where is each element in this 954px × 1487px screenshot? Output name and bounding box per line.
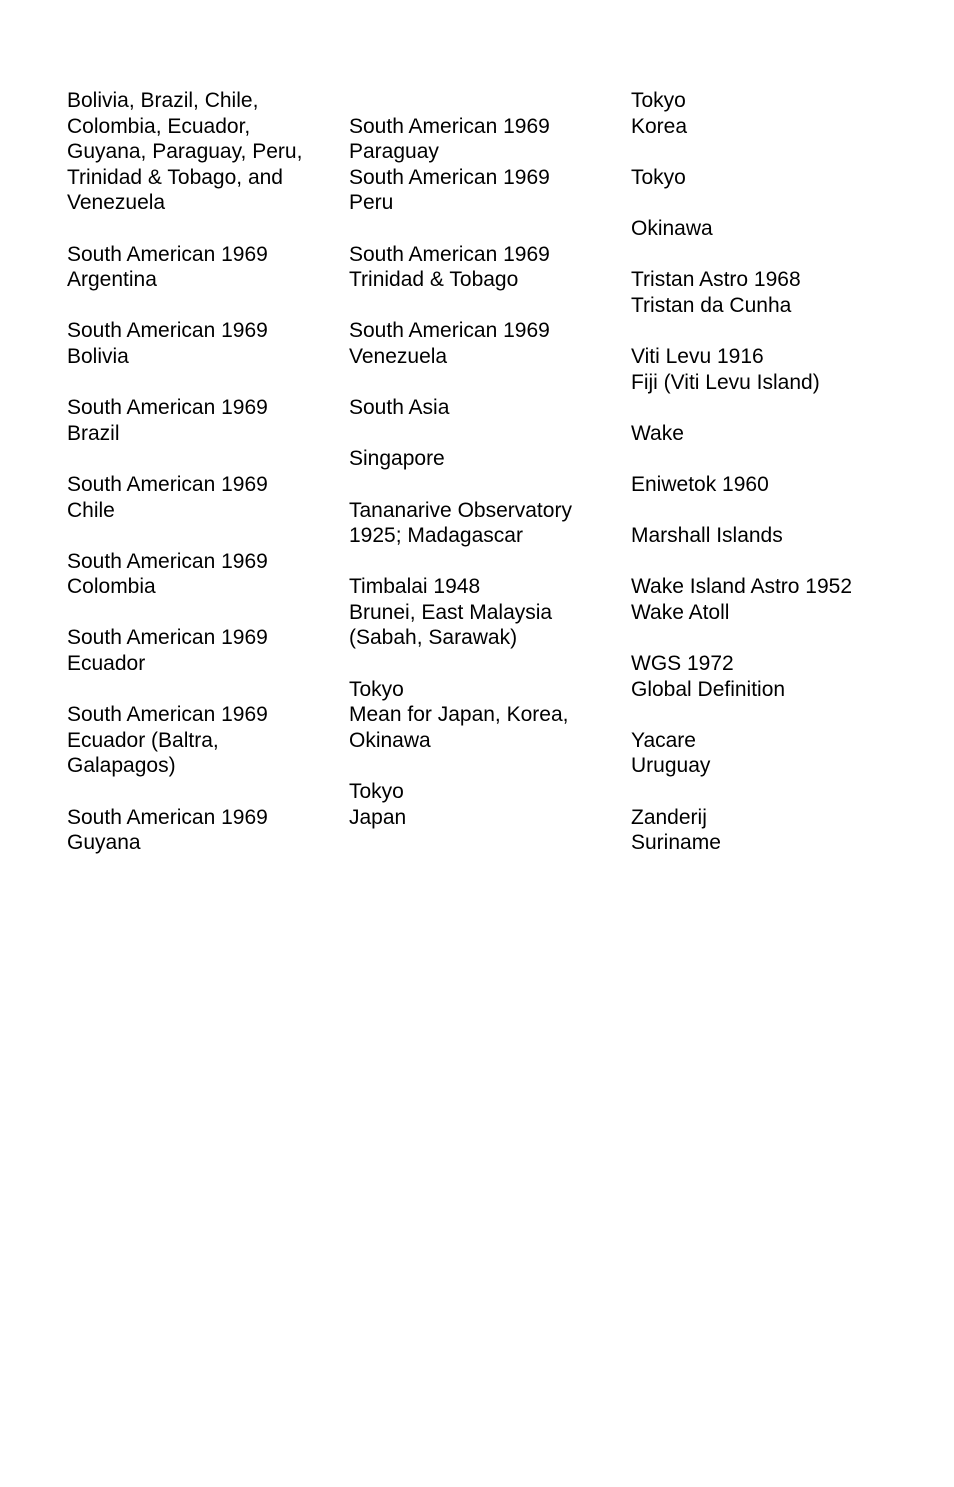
blank-line xyxy=(631,625,931,651)
text-line: South American 1969 xyxy=(349,165,550,189)
blank-line xyxy=(349,421,619,447)
text-line: Bolivia, Brazil, Chile, xyxy=(67,89,259,112)
blank-line xyxy=(67,523,337,549)
blank-line xyxy=(67,677,337,703)
text-line: Timbalai 1948 xyxy=(349,575,481,599)
text-line: Okinawa xyxy=(631,216,713,240)
text-line: Brazil xyxy=(67,421,120,445)
text-line: Guyana xyxy=(67,831,141,855)
text-line: Zanderij xyxy=(631,805,707,829)
text-line: Global Definition xyxy=(631,677,786,701)
blank-line xyxy=(67,370,337,396)
text-line: Tokyo xyxy=(349,780,404,804)
text-line: Trinidad & Tobago xyxy=(349,268,519,292)
text-line: Viti Levu 1916 xyxy=(631,344,764,368)
text-line: Colombia, Ecuador, xyxy=(67,114,251,138)
text-line: South American 1969 xyxy=(349,114,550,138)
text-line: Wake Atoll xyxy=(631,600,730,624)
blank-line xyxy=(349,549,619,575)
text-line: Tokyo xyxy=(631,165,686,189)
text-line: Colombia xyxy=(67,575,156,599)
blank-line xyxy=(631,139,931,165)
text-line: South American 1969 xyxy=(349,319,550,343)
text-line: Argentina xyxy=(67,268,157,292)
blank-line xyxy=(67,779,337,805)
blank-line xyxy=(349,370,619,396)
text-line: Korea xyxy=(631,114,688,138)
blank-line xyxy=(67,293,337,319)
text-line: South American 1969 xyxy=(67,703,268,727)
text-line: South American 1969 xyxy=(67,549,268,573)
text-line: Wake xyxy=(631,421,684,445)
blank-line xyxy=(67,600,337,626)
text-line: Ecuador xyxy=(67,652,146,676)
blank-line xyxy=(349,753,619,779)
text-line: Venezuela xyxy=(349,344,448,368)
blank-line xyxy=(631,395,931,421)
text-line: Ecuador (Baltra, xyxy=(67,728,219,752)
blank-line xyxy=(631,446,931,472)
blank-line xyxy=(349,88,619,114)
text-line: South American 1969 xyxy=(349,242,550,266)
text-line: Tokyo xyxy=(349,677,404,701)
text-line: Chile xyxy=(67,498,115,522)
text-column-2 xyxy=(349,88,619,830)
text-line: Tristan Astro 1968 xyxy=(631,268,801,292)
text-line: Bolivia xyxy=(67,344,129,368)
text-line: Peru xyxy=(349,191,394,215)
text-line: South American 1969 xyxy=(67,472,268,496)
text-line: Uruguay xyxy=(631,754,711,778)
text-line: Trinidad & Tobago, and xyxy=(67,165,283,189)
text-line: Tananarive Observatory xyxy=(349,498,572,522)
text-line: South American 1969 xyxy=(67,626,268,650)
text-line: Japan xyxy=(349,805,407,829)
text-line: Okinawa xyxy=(349,728,431,752)
text-line: Yacare xyxy=(631,728,696,752)
blank-line xyxy=(349,293,619,319)
text-column-3 xyxy=(631,88,931,856)
blank-line xyxy=(349,216,619,242)
blank-line xyxy=(631,702,931,728)
text-line: South American 1969 xyxy=(67,805,268,829)
blank-line xyxy=(349,651,619,677)
text-column-1 xyxy=(67,88,337,856)
text-line: Galapagos) xyxy=(67,754,176,778)
text-line: Wake Island Astro 1952 xyxy=(631,575,853,599)
text-line: Singapore xyxy=(349,447,445,471)
text-line: WGS 1972 xyxy=(631,652,734,676)
text-line: Suriname xyxy=(631,831,721,855)
blank-line xyxy=(67,446,337,472)
blank-line xyxy=(631,318,931,344)
text-line: (Sabah, Sarawak) xyxy=(349,626,518,650)
text-line: South American 1969 xyxy=(67,242,268,266)
text-line: Tokyo xyxy=(631,89,686,112)
text-line: Brunei, East Malaysia xyxy=(349,600,553,624)
blank-line xyxy=(67,216,337,242)
blank-line xyxy=(631,779,931,805)
text-line: Fiji (Viti Levu Island) xyxy=(631,370,820,394)
text-line: Eniwetok 1960 xyxy=(631,472,769,496)
text-line: Mean for Japan, Korea, xyxy=(349,703,569,727)
blank-line xyxy=(631,190,931,216)
text-line: Marshall Islands xyxy=(631,524,783,548)
text-line: Venezuela xyxy=(67,191,166,215)
blank-line xyxy=(631,549,931,575)
text-line: Paraguay xyxy=(349,140,439,164)
text-line: Guyana, Paraguay, Peru, xyxy=(67,140,303,164)
text-line: South American 1969 xyxy=(67,396,268,420)
text-line: South Asia xyxy=(349,396,450,420)
blank-line xyxy=(631,498,931,524)
blank-line xyxy=(631,242,931,268)
text-line: South American 1969 xyxy=(67,319,268,343)
text-line: Tristan da Cunha xyxy=(631,293,792,317)
text-line: 1925; Madagascar xyxy=(349,524,523,548)
blank-line xyxy=(349,472,619,498)
